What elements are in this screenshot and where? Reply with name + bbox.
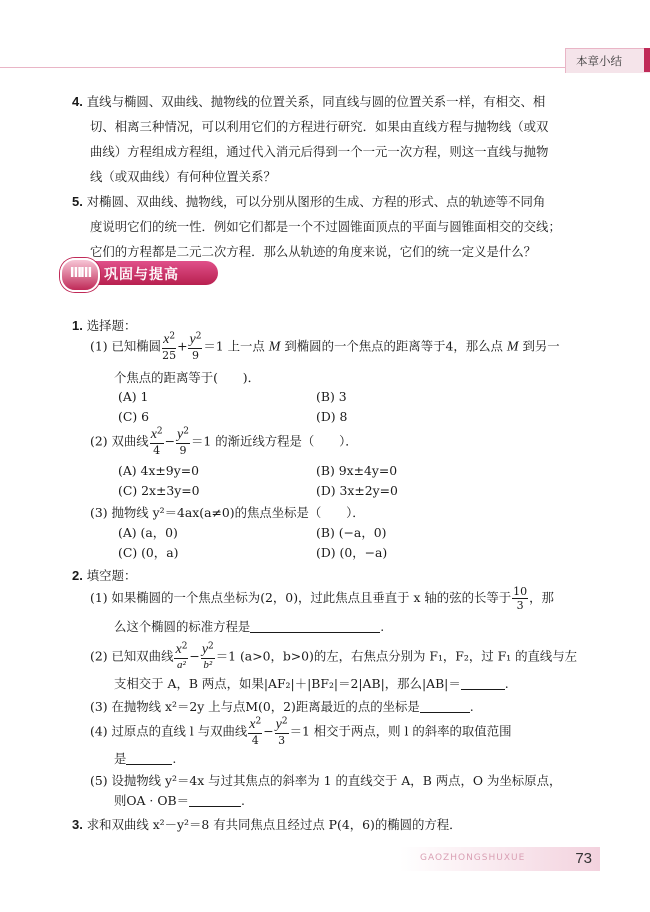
p1-s1-post3: 到另一 (522, 338, 560, 354)
q5-number: 5. (72, 194, 83, 209)
p1-s1-line1: (1) 已知椭圆 $\frac{x^2}{25}$ + $\frac{y^2}{9}$ ＝1 上一点 M 到椭圆的一个焦点的距离等于4，那么点 M 到另一 (90, 331, 560, 362)
q5-line3: 它们的方程都是二元二次方程．那么从轨迹的角度来说，它们的统一定义是什么？ (90, 244, 537, 259)
p2-s5-text: 设抛物线 y²＝4x 与过其焦点的斜率为 1 的直线交于 A，B 两点，O 为坐标原点， (111, 773, 562, 788)
header-rule (0, 67, 650, 68)
q4-line4: 线（或双曲线）有何种位置关系？ (90, 169, 276, 184)
q4-line1 (72, 92, 545, 110)
fraction-x2-25: $\frac{x^2}{25}$ (162, 331, 177, 362)
section-badge-text: ⅢⅢ (69, 266, 91, 281)
p2-s5-line1 (90, 771, 561, 789)
p2-s4-line1: (4) 过原点的直线 l 与双曲线 $\frac{x^2}{4}$ − $\frac{y^2}{3}$ ＝1 相交于两点，则 l 的斜率的取值范围 (90, 716, 512, 747)
p1-s1-option-d: (D) 8 (316, 409, 348, 424)
p3-number: 3. (72, 817, 83, 832)
p2-s4-pre: 过原点的直线 l 与双曲线 (111, 723, 248, 739)
p1-number: 1. (72, 318, 83, 333)
chapter-summary-label: 本章小结 (576, 54, 622, 68)
p2-title: 填空题： (86, 568, 137, 583)
page-footer (400, 847, 600, 871)
q4-line3: 曲线）方程组成方程组，通过代入消元后得到一个一元一次方程，则这一直线与抛物 (90, 144, 549, 159)
section-banner (60, 258, 220, 288)
fraction-y2-9b: $\frac{y^2}{9}$ (177, 426, 189, 457)
p3-line (72, 815, 462, 833)
p2-s1-line1 (90, 586, 554, 611)
p1-s2-label: (2) (90, 433, 108, 449)
p1-s1-post2: 到椭圆的一个焦点的距离等于4，那么点 (284, 338, 503, 354)
p1-s1-pre: 已知椭圆 (111, 338, 162, 354)
p1-s1-line2: 个焦点的距离等于( )． (114, 370, 260, 385)
answer-blank-1[interactable] (250, 620, 380, 633)
fraction-10-3: $\frac{10}{3}$ (513, 585, 528, 612)
p1-s3-option-b: (B) (−a，0) (316, 525, 387, 540)
p2-s4-line2: 是 . (114, 751, 177, 766)
fraction-y2-b2: $\frac{y^2}{\text{b²}}$ (201, 641, 214, 671)
section-title: 巩固与提高 (104, 267, 179, 283)
p2-s3-label: (3) (90, 699, 108, 714)
p2-s5-line2: 则OA · OB＝ . (114, 793, 245, 808)
p2-s4-label: (4) (90, 723, 108, 739)
p1-s2-line1: (2) 双曲线 $\frac{x^2}{4}$ − $\frac{y^2}{9}$ ＝1 的渐近线方程是（ ）． (90, 426, 358, 457)
q5-line1 (72, 192, 545, 210)
fraction-x2-4: $\frac{x^2}{4}$ (150, 426, 163, 457)
p1-s3-option-a: (A) (a，0) (118, 525, 178, 540)
fraction-y2-9: $\frac{y^2}{9}$ (189, 331, 202, 362)
answer-blank-3[interactable] (420, 700, 470, 713)
p2-s3-line: (3) 在抛物线 x²＝2y 上与点M(0，2)距离最近的点的坐标是 . (90, 699, 474, 714)
chapter-summary-tab (565, 48, 650, 73)
p2-s2-post: ＝1 (a>0，b>0)的左，右焦点分别为 F₁，F₂，过 F₁ 的直线与左 (215, 648, 578, 664)
answer-blank-5[interactable] (189, 794, 241, 807)
p2-s2-line1: (2) 已知双曲线 $\frac{x^2}{\text{a²}}$ − $\frac{y^2}{\text{b²}}$ ＝1 (a>0，b>0)的左，右焦点分别为 F₁，F₂，过 F₁ 的直线与左 (90, 641, 578, 671)
p1-s1-post: 上一点 (227, 338, 265, 354)
q5-text1: 对椭圆、双曲线、抛物线，可以分别从图形的生成、方程的形式、点的轨迹等不同角 (86, 194, 546, 209)
p2-s5-label: (5) (90, 773, 108, 788)
q4-number: 4. (72, 94, 83, 109)
p1-s2-option-b: (B) 9x±4y=0 (316, 463, 398, 478)
p2-heading (72, 566, 136, 584)
section-badge-icon (60, 258, 100, 292)
point-M: M (268, 339, 281, 355)
point-M-2: M (506, 339, 519, 355)
footer-series-name: GAOZHONGSHUXUE (420, 853, 526, 863)
p2-s2-label: (2) (90, 648, 108, 664)
p2-s2-line2: 支相交于 A，B 两点，如果|AF₂|＋|BF₂|＝2|AB|，那么|AB|＝ . (114, 676, 509, 691)
p1-s3-option-c: (C) (0，a) (118, 545, 179, 560)
p1-s2-option-a: (A) 4x±9y=0 (118, 463, 199, 478)
p1-s3-line1 (90, 503, 365, 521)
p1-s3-text: 抛物线 y²＝4ax(a≠0)的焦点坐标是（ ）． (111, 505, 365, 520)
p1-s2-option-d: (D) 3x±2y=0 (316, 483, 398, 498)
p1-title: 选择题： (86, 318, 137, 333)
p2-s5-text2: 则OA · OB＝ (114, 793, 189, 808)
p1-s2-option-c: (C) 2x±3y=0 (118, 483, 200, 498)
p1-s1-option-a: (A) 1 (118, 389, 149, 404)
p2-s2-pre: 已知双曲线 (111, 648, 174, 664)
p3-text: 求和双曲线 x²－y²＝8 有共同焦点且经过点 P(4，6)的椭圆的方程． (86, 817, 462, 832)
p1-s1-option-c: (C) 6 (118, 409, 149, 424)
p2-s1-text-b: ，那 (529, 590, 554, 605)
p2-s1-label: (1) (90, 590, 108, 605)
p2-number: 2. (72, 568, 83, 583)
answer-blank-4[interactable] (126, 752, 172, 765)
fraction-x2-4b: $\frac{x^2}{4}$ (249, 716, 262, 747)
p2-s2-text2: 支相交于 A，B 两点，如果|AF₂|＋|BF₂|＝2|AB|，那么|AB|＝ (114, 676, 461, 691)
p2-s4-text2: 是 (114, 751, 127, 766)
p2-s4-post: ＝1 相交于两点，则 l 的斜率的取值范围 (289, 723, 512, 739)
q4-text1: 直线与椭圆、双曲线、抛物线的位置关系，同直线与圆的位置关系一样，有相交、相 (86, 94, 546, 109)
q4-line2: 切、相离三种情况，可以利用它们的方程进行研究．如果由直线方程与抛物线（或双 (90, 119, 549, 134)
p1-s1-eq: ＝1 (203, 338, 224, 354)
q5-line2: 度说明它们的统一性．例如它们都是一个不过圆锥面顶点的平面与圆锥面相交的交线； (90, 219, 561, 234)
p2-s1-text2: 么这个椭圆的标准方程是 (114, 619, 251, 634)
p2-s3-text: 在抛物线 x²＝2y 上与点M(0，2)距离最近的点的坐标是 (111, 699, 420, 714)
fraction-y2-3: $\frac{y^2}{3}$ (275, 716, 288, 747)
p1-s2-pre: 双曲线 (111, 433, 149, 449)
page-number: 73 (575, 850, 592, 867)
fraction-x2-a2: $\frac{x^2}{\text{a²}}$ (175, 641, 188, 671)
p1-s2-post: ＝1 的渐近线方程是（ ）． (190, 433, 358, 449)
p1-heading (72, 316, 136, 334)
p1-s1-label: (1) (90, 338, 108, 354)
p1-s3-option-d: (D) (0，−a) (316, 545, 388, 560)
answer-blank-2[interactable] (461, 677, 505, 690)
p2-s1-line2: 么这个椭圆的标准方程是 . (114, 619, 385, 634)
p1-s1-option-b: (B) 3 (316, 389, 347, 404)
header-accent-bar (644, 48, 650, 72)
p2-s1-text: 如果椭圆的一个焦点坐标为(2，0)，过此焦点且垂直于 x 轴的弦的长等于 (111, 590, 512, 605)
p1-s3-label: (3) (90, 505, 108, 520)
